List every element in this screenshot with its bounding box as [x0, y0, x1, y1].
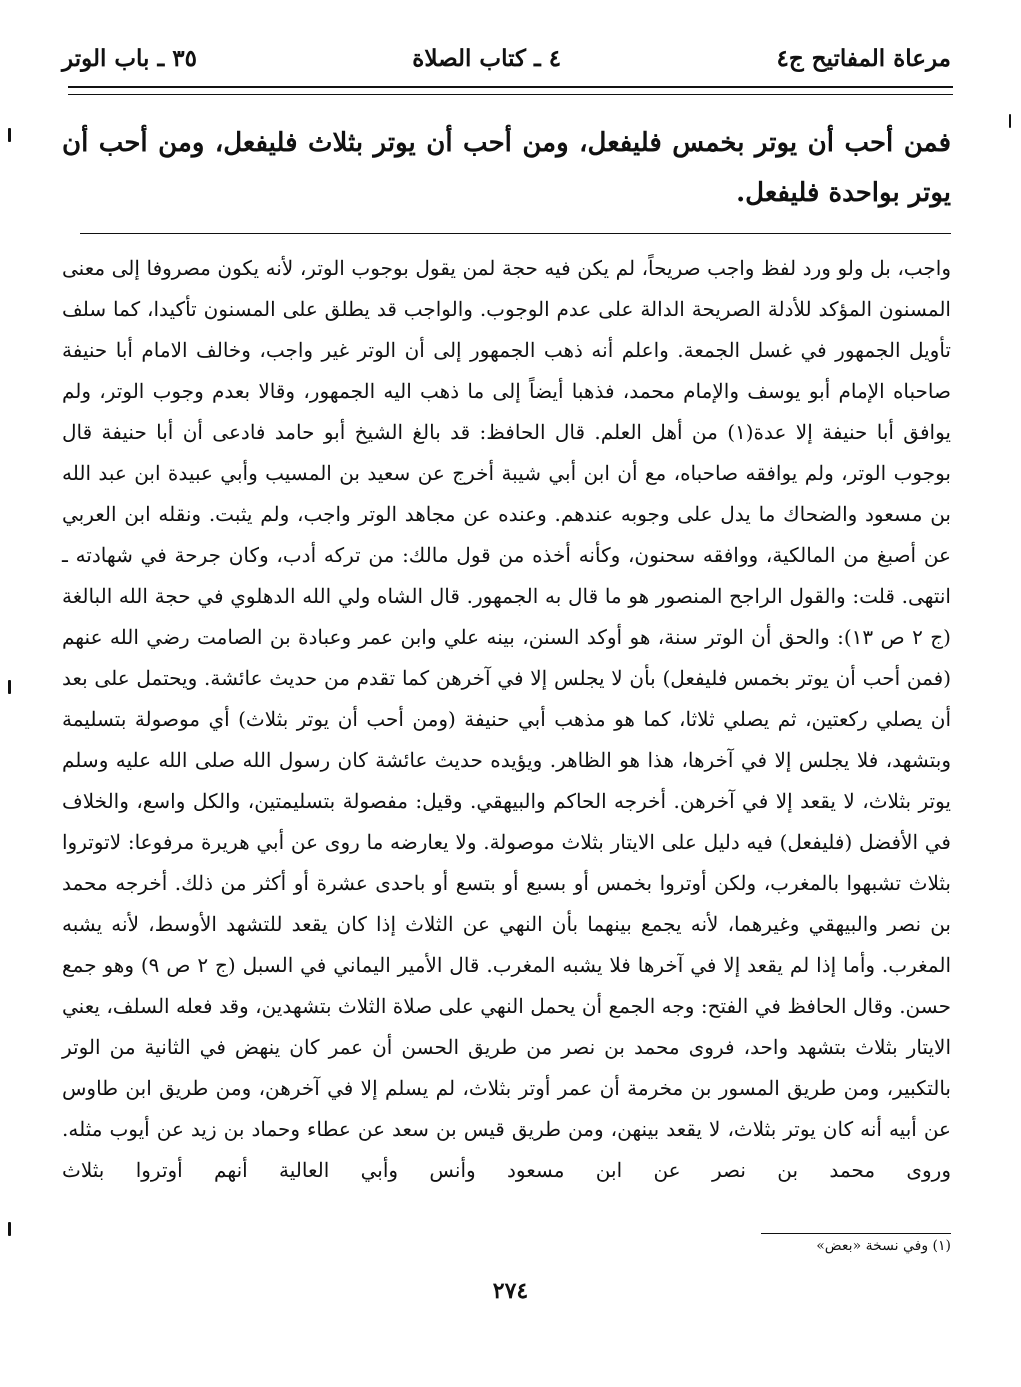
footnote: (١) وفي نسخة «بعض»	[816, 1238, 951, 1254]
footnote-rule	[761, 1233, 951, 1234]
scan-margin-mark	[1009, 114, 1011, 128]
hadith-text: فمن أحب أن يوتر بخمس فليفعل، ومن أحب أن يوتر بثلاث فليفعل، ومن أحب أن يوتر بواحدة فليفعل.	[62, 128, 951, 208]
page-number: ٢٧٤	[492, 1278, 529, 1304]
running-header	[62, 38, 951, 78]
header-book-title: مرعاة المفاتيح ج٤	[776, 44, 951, 72]
header-section-title: ٣٥ ـ باب الوتر	[62, 44, 197, 72]
header-chapter-title: ٤ ـ كتاب الصلاة	[412, 44, 562, 72]
scan-margin-mark	[8, 1222, 11, 1236]
hadith-separator-rule	[80, 233, 951, 234]
header-double-rule	[68, 86, 953, 95]
scan-margin-mark	[8, 680, 11, 694]
commentary-text: واجب، بل ولو ورد لفظ واجب صريحاً، لم يكن فيه حجة لمن يقول بوجوب الوتر، لأنه يكون مصروفا إلى معنى المسنون المؤكد للأدلة الصريحة الدالة على عدم الوجوب. والواجب قد يطلق على المسنون تأكيدا، كما سلف تأويل الجمهور في غسل الجمعة. واعلم أنه ذهب الجمهور إلى أن الوتر غير واجب، وخالف الامام أبا حنيفة صاحباه الإمام أبو يوسف والإمام محمد، فذهبا أيضاً إلى ما ذهب اليه الجمهور، وقالا بعدم وجوب الوتر، ولم يوافق أبا حنيفة إلا عدة(١) من أهل العلم. قال الحافظ: قد بالغ الشيخ أبو حامد فادعى أن أبا حنيفة قال بوجوب الوتر، ولم يوافقه صاحباه، مع أن ابن أبي شيبة أخرج عن سعيد بن المسيب وأبي عبيدة ابن عبد الله بن مسعود والضحاك ما يدل على وجوبه عندهم. وعنده عن مجاهد الوتر واجب، ولم يثبت. ونقله ابن العربي عن أصبغ من المالكية، ووافقه سحنون، وكأنه أخذه من قول مالك: من تركه أدب، وكان جرحة في شهادته ـ انتهى. قلت: والقول الراجح المنصور هو ما قال به الجمهور. قال الشاه ولي الله الدهلوي في حجة الله البالغة (ج ٢ ص ١٣): والحق أن الوتر سنة، هو أوكد السنن، بينه علي وابن عمر وعبادة بن الصامت رضي الله عنهم (فمن أحب أن يوتر بخمس فليفعل) بأن لا يجلس إلا في آخرهن كما تقدم من حديث عائشة. ويحتمل على بعد أن يصلي ركعتين، ثم يصلي ثلاثا، كما هو مذهب أبي حنيفة (ومن أحب أن يوتر بثلاث) أي موصولة بتسليمة وبتشهد، فلا يجلس إلا في آخرها، هذا هو الظاهر. ويؤيده حديث عائشة كان رسول الله صلى الله عليه وسلم يوتر بثلاث، لا يقعد إلا في آخرهن. أخرجه الحاكم والبيهقي. وقيل: مفصولة بتسليمتين، والكل واسع، والخلاف في الأفضل (فليفعل) فيه دليل على الايتار بثلاث موصولة. ولا يعارضه ما روى عن أبي هريرة مرفوعا: لاتوتروا بثلاث تشبهوا بالمغرب، ولكن أوتروا بخمس أو بسبع أو بتسع أو باحدى عشرة أو أكثر من ذلك. أخرجه محمد بن نصر والبيهقي وغيرهما، لأنه يجمع بينهما بأن النهي عن الثلاث إذا كان يقعد للتشهد الأوسط، لأنه يشبه المغرب. وأما إذا لم يقعد إلا في آخرها فلا يشبه المغرب. قال الأمير اليماني في السبل (ج ٢ ص ٩) وهو جمع حسن. وقال الحافظ في الفتح: وجه الجمع أن يحمل النهي على صلاة الثلاث بتشهدين، وقد فعله السلف، يعني الايتار بثلاث بتشهد واحد، فروى محمد بن نصر من طريق الحسن أن عمر كان ينهض في الثانية من الوتر بالتكبير، ومن طريق المسور بن مخرمة أن عمر أوتر بثلاث، لم يسلم إلا في آخرهن، ومن طريق ابن طاوس عن أبيه أنه كان يوتر بثلاث، لا يقعد بينهن، ومن طريق قيس بن سعد عن عطاء وحماد بن زيد عن أيوب مثله. وروى محمد بن نصر عن ابن مسعود وأنس وأبي العالية أنهم أوتروا بثلاث	[62, 256, 952, 1182]
scan-margin-mark	[8, 128, 11, 142]
